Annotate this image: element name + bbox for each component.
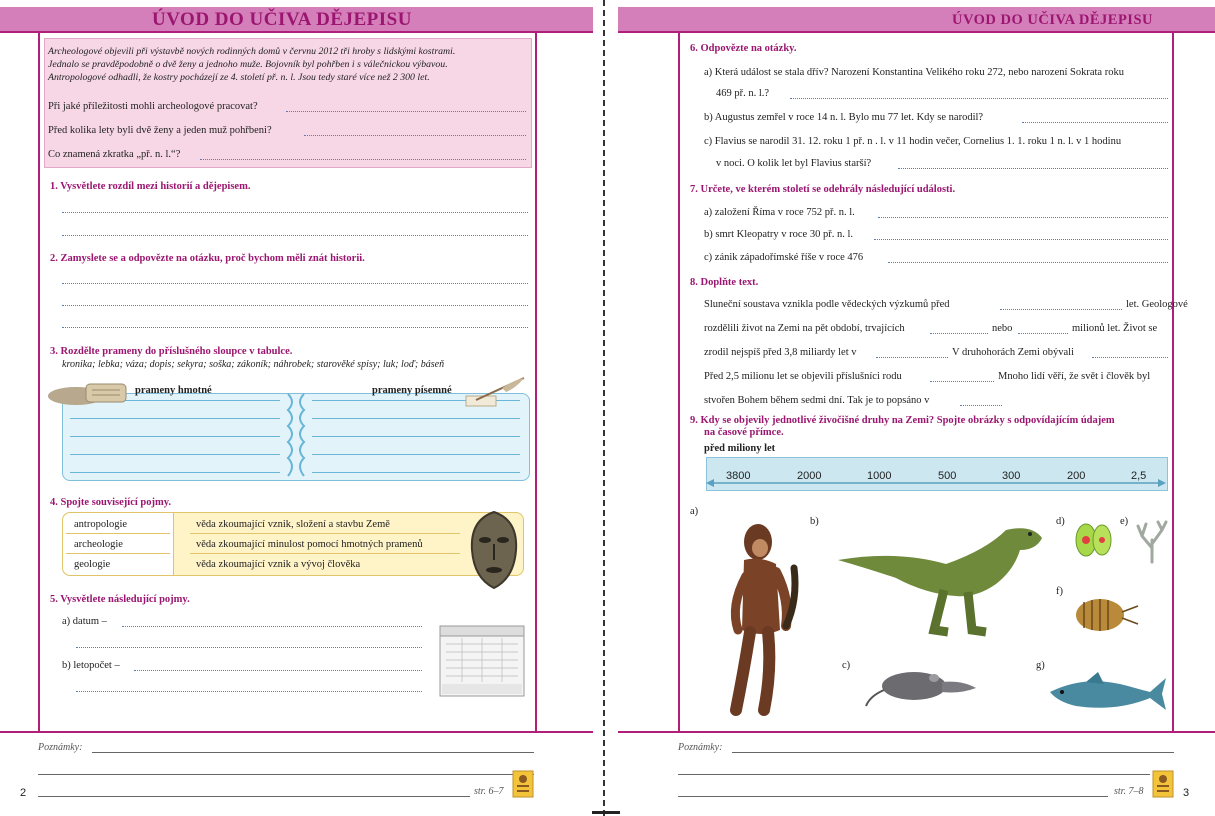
q8-text: milionů let. Život se (1072, 323, 1158, 334)
trilobite-icon[interactable] (1070, 590, 1140, 640)
question-5: 5. Vysvětlete následující pojmy. (50, 594, 190, 605)
left-header-bar (0, 7, 593, 33)
stone-tablet-icon (46, 378, 132, 408)
answer-line[interactable] (122, 626, 422, 627)
table-line (66, 533, 170, 534)
q8-text: Sluneční soustava vznikla podle vědeckých výzkumů před (704, 299, 950, 310)
dinosaur-icon[interactable] (836, 520, 1050, 640)
answer-line[interactable] (878, 217, 1168, 218)
blank-field[interactable] (930, 381, 994, 382)
axis-tick: 1000 (867, 470, 892, 482)
table-line (70, 436, 280, 437)
table-line (70, 418, 280, 419)
blank-field[interactable] (960, 405, 1002, 406)
notes-line[interactable] (38, 774, 534, 775)
question-9-line2: na časové přímce. (704, 427, 784, 438)
picture-label-g: g) (1036, 660, 1045, 671)
question-7: 7. Určete, ve kterém století se odehrály následující události. (690, 184, 956, 195)
right-margin-line (535, 33, 537, 731)
q6-b: b) Augustus zemřel v roce 14 n. l. Bylo mu 77 let. Kdy se narodil? (704, 112, 984, 123)
notes-line[interactable] (92, 752, 534, 753)
answer-line[interactable] (286, 111, 526, 112)
q6-c-line2: v noci. O kolik let byl Flavius starší? (716, 158, 872, 169)
fish-icon[interactable] (1046, 670, 1168, 714)
col-written-sources: prameny písemné (372, 385, 452, 396)
term-anthropology[interactable]: antropologie (74, 519, 128, 530)
table-line (312, 454, 520, 455)
answer-line[interactable] (62, 212, 528, 213)
answer-line[interactable] (76, 647, 422, 648)
q6-c-line1: c) Flavius se narodil 31. 12. roku 1 př. n . l. v 11 hodin večer, Cornelius 1. 1. roku 1 n. l. v 1 hodinu (704, 136, 1122, 147)
intro-question-2: Před kolika lety byli dvě ženy a jeden muž pohřbeni? (48, 125, 272, 136)
answer-line[interactable] (790, 98, 1168, 99)
term-date: a) datum – (62, 616, 107, 627)
page-reference: str. 6–7 (474, 786, 504, 797)
early-human-icon[interactable] (706, 520, 816, 720)
page-reference: str. 7–8 (1114, 786, 1144, 797)
picture-label-d: d) (1056, 516, 1065, 527)
left-margin-line (38, 33, 40, 731)
answer-line[interactable] (62, 235, 528, 236)
answer-line[interactable] (62, 305, 528, 306)
axis-tick: 2000 (797, 470, 822, 482)
shrew-icon[interactable] (864, 662, 984, 710)
answer-line[interactable] (888, 262, 1168, 263)
tribal-mask-icon (466, 510, 522, 590)
question-4: 4. Spojte související pojmy. (50, 497, 172, 508)
definition-3[interactable]: věda zkoumající vznik a vývoj člověka (196, 559, 361, 570)
question-1: 1. Vysvětlete rozdíl mezi historií a dějepisem. (50, 181, 251, 192)
answer-line[interactable] (1022, 122, 1168, 123)
term-geology[interactable]: geologie (74, 559, 111, 570)
q8-text: stvořen Bohem během sedmi dní. Tak je to popsáno v (704, 395, 930, 406)
q7-c: c) zánik západořímské říše v roce 476 (704, 252, 864, 263)
axis-tick: 300 (1002, 470, 1021, 482)
divider-mark (592, 811, 620, 814)
coral-plant-icon[interactable] (1136, 520, 1168, 562)
footer-line (0, 731, 593, 733)
cell-organism-icon[interactable] (1072, 520, 1114, 560)
q7-b: b) smrt Kleopatry v roce 30 př. n. l. (704, 229, 854, 240)
q8-text: rozdělili život na Zemi na pět období, trvajících (704, 323, 905, 334)
answer-line[interactable] (134, 670, 422, 671)
q7-a: a) založení Říma v roce 752 př. n. l. (704, 207, 855, 218)
left-margin-line (678, 33, 680, 731)
picture-label-e: e) (1120, 516, 1129, 527)
picture-label-c: c) (842, 660, 851, 671)
answer-line[interactable] (304, 135, 526, 136)
q8-text: Před 2,5 milionu let se objevili příslušníci rodu (704, 371, 902, 382)
question-2: 2. Zamyslete se a odpovězte na otázku, proč bychom měli znát historii. (50, 253, 365, 264)
col-material-sources: prameny hmotné (135, 385, 212, 396)
definition-1[interactable]: věda zkoumající vznik, složení a stavbu Země (196, 519, 390, 530)
answer-line[interactable] (76, 691, 422, 692)
answer-line[interactable] (62, 283, 528, 284)
q8-text: let. Geologové (1126, 299, 1188, 310)
notes-line[interactable] (732, 752, 1174, 753)
term-year: b) letopočet – (62, 660, 120, 671)
right-margin-line (1172, 33, 1174, 731)
timeline-caption: před miliony let (704, 443, 776, 454)
axis-tick: 3800 (726, 470, 751, 482)
axis-tick: 500 (938, 470, 957, 482)
definition-2[interactable]: věda zkoumající minulost pomocí hmotných pramenů (196, 539, 423, 550)
table-line (70, 472, 280, 473)
book-icon (512, 770, 534, 798)
intro-line-3: Antropologové odhadli, že kostry pocházejí ze 4. století př. n. l. Jsou tedy staré více než 2 300 let. (48, 72, 430, 83)
question-6: 6. Odpovězte na otázky. (690, 43, 797, 54)
question-8: 8. Doplňte text. (690, 277, 759, 288)
page-divider (603, 0, 605, 816)
left-page (0, 0, 593, 816)
table-spine-icon (282, 392, 310, 480)
page-number: 3 (1183, 787, 1190, 799)
intro-line-2: Jednalo se pravděpodobně o dvě ženy a jednoho muže. Bojovník byl pohřben i s válečnickou výbavou. (48, 59, 448, 70)
notes-label: Poznámky: (38, 742, 83, 753)
table-line (312, 472, 520, 473)
axis-tick: 200 (1067, 470, 1086, 482)
q8-text: Mnoho lidí věří, že svět i člověk byl (998, 371, 1151, 382)
table-line (312, 436, 520, 437)
blank-field[interactable] (1018, 333, 1068, 334)
picture-label-f: f) (1056, 586, 1063, 597)
blank-field[interactable] (1092, 357, 1168, 358)
page-number: 2 (20, 787, 27, 799)
table-line (66, 553, 170, 554)
term-archaeology[interactable]: archeologie (74, 539, 123, 550)
question-9-line1: 9. Kdy se objevily jednotlivé živočišné druhy na Zemi? Spojte obrázky s odpovídajícím údajem (690, 415, 1115, 426)
blank-field[interactable] (930, 333, 988, 334)
q6-a-line1: a) Která událost se stala dřív? Narození Konstantina Velikého roku 272, nebo narození Sokrata roku (704, 67, 1124, 78)
q6-a-line2: 469 př. n. l.? (716, 88, 770, 99)
picture-label-a: a) (690, 506, 699, 517)
notes-label: Poznámky: (678, 742, 723, 753)
book-icon (1152, 770, 1174, 798)
blank-field[interactable] (1000, 309, 1122, 310)
quill-pen-icon (462, 376, 528, 410)
notes-line[interactable] (678, 796, 1108, 797)
notes-line[interactable] (678, 774, 1150, 775)
table-line (312, 418, 520, 419)
axis-tick: 2,5 (1131, 470, 1147, 482)
sources-list: kronika; lebka; váza; dopis; sekyra; soška; zákoník; náhrobek; starověké spisy; luk; loď; báseň (62, 359, 445, 370)
intro-question-1: Při jaké příležitosti mohli archeologové pracovat? (48, 101, 258, 112)
answer-line[interactable] (62, 327, 528, 328)
question-3: 3. Rozdělte prameny do příslušného sloupce v tabulce. (50, 346, 293, 357)
intro-line-1: Archeologové objevili při výstavbě nových rodinných domů v červnu 2012 tři hroby s lidskými kostrami. (48, 46, 456, 57)
intro-question-3: Co znamená zkratka „př. n. l.“? (48, 149, 181, 160)
answer-line[interactable] (874, 239, 1168, 240)
picture-label-b: b) (810, 516, 819, 527)
right-header-title: ÚVOD DO UČIVA DĚJEPISU (952, 12, 1153, 28)
left-header-title: ÚVOD DO UČIVA DĚJEPISU (152, 9, 412, 30)
q8-text: zrodil nejspíš před 3,8 miliardy let v (704, 347, 857, 358)
blank-field[interactable] (876, 357, 948, 358)
notes-line[interactable] (38, 796, 470, 797)
footer-line (618, 731, 1215, 733)
q8-text: nebo (992, 323, 1013, 334)
table-line (70, 454, 280, 455)
timeline-arrow-icon (706, 473, 1166, 487)
q8-text: V druhohorách Zemi obývali (952, 347, 1074, 358)
answer-line[interactable] (898, 168, 1168, 169)
right-header-bar (618, 7, 1215, 33)
answer-line[interactable] (200, 159, 526, 160)
table-line (190, 533, 460, 534)
table-line (190, 553, 460, 554)
calendar-icon (438, 622, 526, 698)
